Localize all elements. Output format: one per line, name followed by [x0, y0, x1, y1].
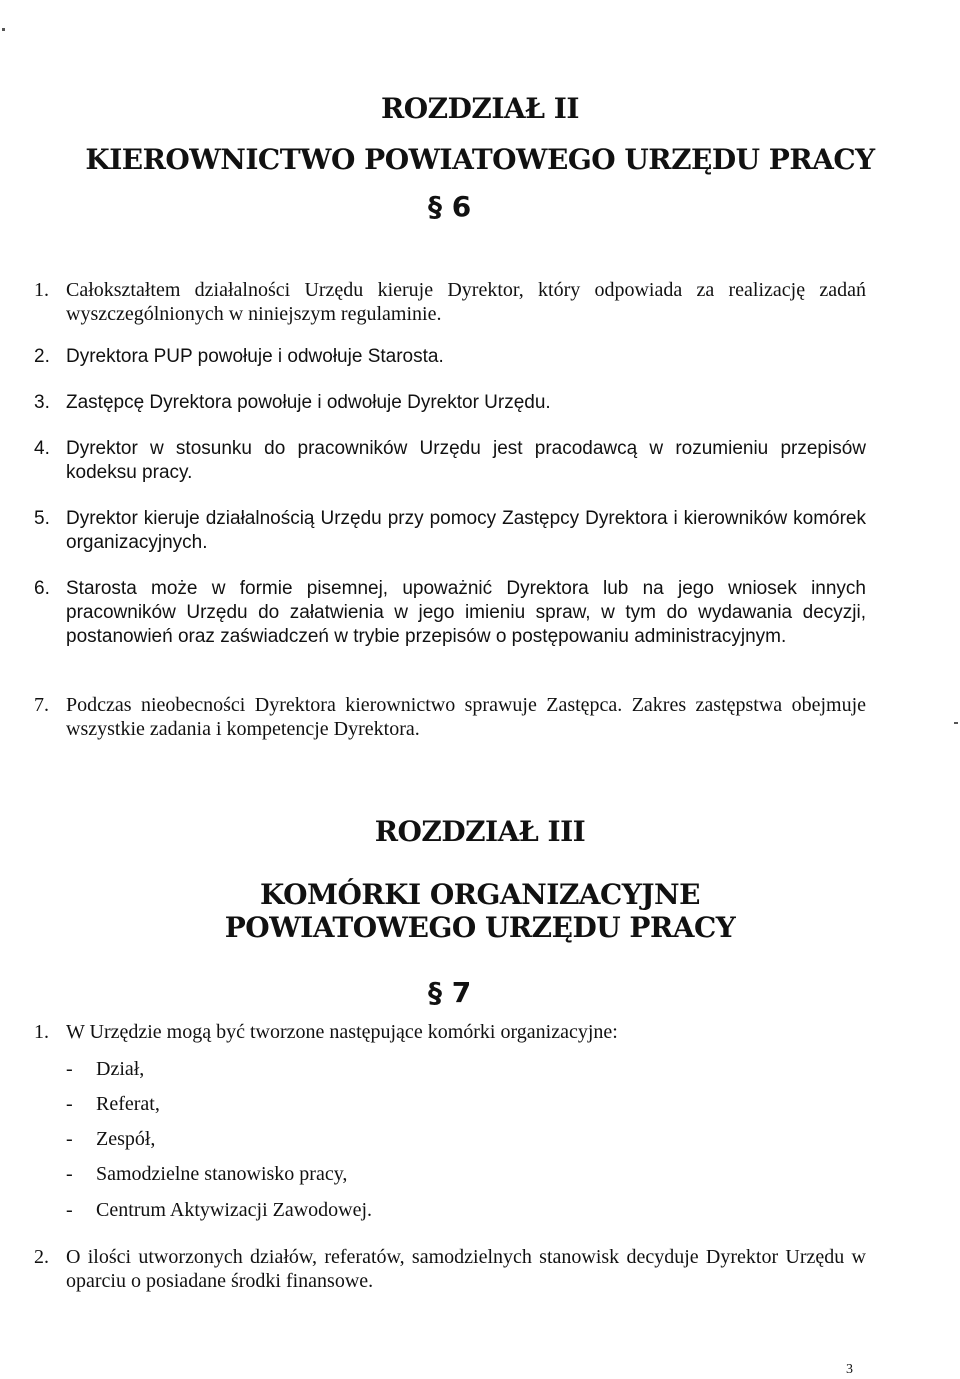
list-item: [34, 437, 866, 485]
dash-bullet: -: [66, 1093, 73, 1115]
item-number: 4.: [34, 438, 50, 459]
chapter-2-subtitle: KIEROWNICTWO POWIATOWEGO URZĘDU PRACY: [85, 143, 875, 176]
unit-list-item: [66, 1198, 372, 1222]
unit-name: Referat,: [96, 1093, 160, 1115]
unit-name: Zespół,: [96, 1128, 156, 1150]
item-text: Dyrektor kieruje działalnością Urzędu przy pomocy Zastępcy Dyrektora i kierowników komórek organizacyjnych.: [66, 508, 866, 553]
item-text: O ilości utworzonych działów, referatów, samodzielnych stanowisk decyduje Dyrektor Urzędu w oparciu o posiadane środki finansowe.: [66, 1246, 866, 1292]
list-item: [34, 1020, 866, 1044]
item-text: W Urzędzie mogą być tworzone następujące komórki organizacyjne:: [66, 1021, 618, 1043]
chapter-3-subtitle-line-2: POWIATOWEGO URZĘDU PRACY: [224, 911, 736, 944]
item-text: Dyrektor w stosunku do pracowników Urzędu jest pracodawcą w rozumieniu przepisów kodeksu pracy.: [66, 438, 866, 483]
item-number: 5.: [34, 508, 50, 529]
item-number: 2.: [34, 1246, 49, 1268]
list-item: [34, 507, 866, 555]
item-number: 1.: [34, 279, 49, 301]
list-item: [34, 693, 866, 741]
section-6-mark: § 6: [428, 190, 472, 223]
dash-bullet: -: [66, 1128, 73, 1150]
unit-list-item: [66, 1057, 144, 1081]
unit-name: Dział,: [96, 1058, 145, 1080]
dash-bullet: -: [66, 1199, 73, 1221]
item-text: Starosta może w formie pisemnej, upoważnić Dyrektora lub na jego wniosek innych pracowników Urzędu do załatwienia w jego imieniu spraw, w tym do wydawania decyzji, postanowień oraz zaświadczeń w trybie przepisów o postępowaniu administracyjnym.: [66, 578, 866, 647]
chapter-3-subtitle-line-1: KOMÓRKI ORGANIZACYJNE: [260, 878, 700, 911]
item-text: Dyrektora PUP powołuje i odwołuje Starosta.: [66, 346, 444, 367]
unit-name: Samodzielne stanowisko pracy,: [96, 1163, 348, 1185]
item-number: 2.: [34, 346, 50, 367]
item-number: 1.: [34, 1021, 49, 1043]
unit-name: Centrum Aktywizacji Zawodowej.: [96, 1199, 373, 1221]
list-item: [34, 391, 866, 415]
item-text: Zastępcę Dyrektora powołuje i odwołuje Dyrektor Urzędu.: [66, 392, 551, 413]
list-item: [34, 345, 866, 369]
item-number: 6.: [34, 578, 50, 599]
item-text: Całokształtem działalności Urzędu kieruje Dyrektor, który odpowiada za realizację zadań wyszczególnionych w niniejszym regulaminie.: [66, 279, 866, 325]
scan-artifact: [954, 722, 958, 724]
unit-list-item: [66, 1162, 347, 1186]
dash-bullet: -: [66, 1163, 73, 1185]
list-item: [34, 278, 866, 326]
section-7-mark: § 7: [428, 976, 472, 1009]
page-number: 3: [846, 1362, 853, 1377]
chapter-3-title: ROZDZIAŁ III: [374, 815, 586, 848]
list-item: [34, 577, 866, 649]
item-number: 7.: [34, 694, 49, 716]
chapter-2-title: ROZDZIAŁ II: [381, 92, 579, 125]
scan-artifact: [2, 28, 5, 31]
item-text: Podczas nieobecności Dyrektora kierownictwo sprawuje Zastępca. Zakres zastępstwa obejmuje wszystkie zadania i kompetencje Dyrektora.: [66, 694, 866, 740]
item-number: 3.: [34, 392, 50, 413]
dash-bullet: -: [66, 1058, 73, 1080]
list-item: [34, 1245, 866, 1293]
unit-list-item: [66, 1127, 155, 1151]
unit-list-item: [66, 1092, 160, 1116]
